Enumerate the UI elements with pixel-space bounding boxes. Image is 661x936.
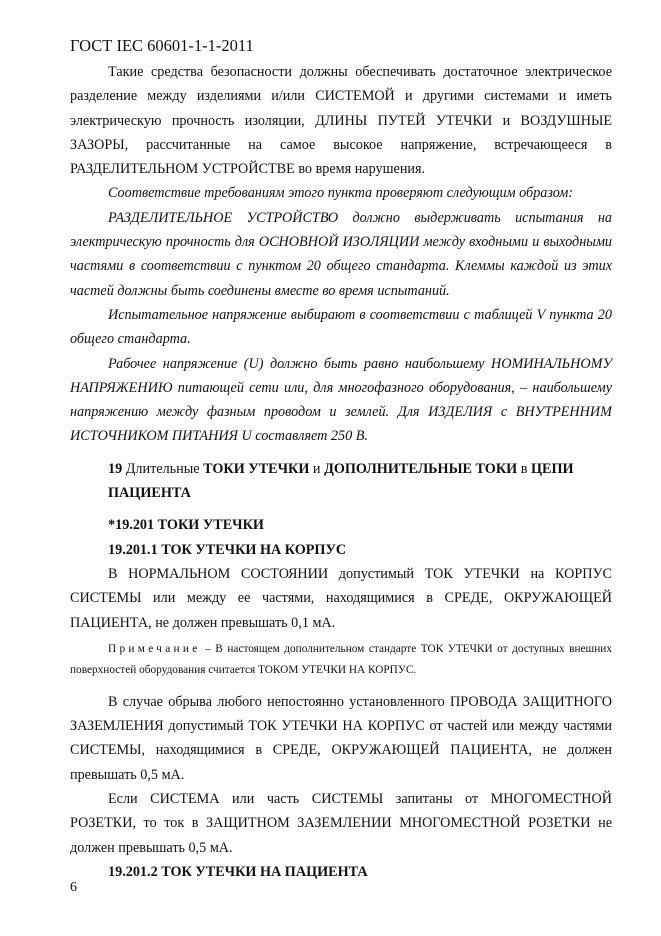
section-heading-19: 19 Длительные ТОКИ УТЕЧКИ и ДОПОЛНИТЕЛЬНЫЕ ТОКИ в ЦЕПИ ПАЦИЕНТА bbox=[108, 460, 574, 502]
paragraph-safety-means: Такие средства безопасности должны обеспечивать достаточное электрическое разделение между изделиями и/или СИСТЕМОЙ и другими системами и иметь электрическую прочность изоляции, ДЛИНЫ ПУТЕЙ УТЕЧКИ и ВОЗДУШНЫЕ ЗАЗОРЫ, рассчитанные на самое высокое напряжение, встречающееся в РАЗДЕЛИТЕЛЬНОМ УСТРОЙСТВЕ во время нарушения. bbox=[70, 64, 612, 178]
section-heading-19-201-1: 19.201.1 ТОК УТЕЧКИ НА КОРПУС bbox=[108, 541, 347, 558]
note-text: – В настоящем дополнительном стандарте ТОК УТЕЧКИ от доступных внешних поверхностей оборудования считается ТОКОМ УТЕЧКИ НА КОРПУС. bbox=[70, 642, 612, 676]
page-number: 6 bbox=[70, 880, 77, 895]
paragraph-multiple-socket-outlet: Если СИСТЕМА или часть СИСТЕМЫ запитаны от МНОГОМЕСТНОЙ РОЗЕТКИ, то ток в ЗАЩИТНОМ ЗАЗЕМЛЕНИИ МНОГОМЕСТНОЙ РОЗЕТКИ не должен превышать 0,5 мА. bbox=[70, 791, 612, 856]
section-heading-19-201: *19.201 ТОКИ УТЕЧКИ bbox=[108, 517, 264, 534]
section-heading-19-201-2: 19.201.2 ТОК УТЕЧКИ НА ПАЦИЕНТА bbox=[108, 863, 368, 880]
note bbox=[70, 639, 612, 681]
page-content bbox=[70, 60, 612, 884]
paragraph-enclosure-leakage-fault: В случае обрыва любого непостоянно установленного ПРОВОДА ЗАЩИТНОГО ЗАЗЕМЛЕНИЯ допустимый ТОК УТЕЧКИ НА КОРПУС от частей или между частями СИСТЕМЫ, находящимися в СРЕДЕ, ОКРУЖАЮЩЕЙ ПАЦИЕНТА, не должен превышать 0,5 мА. bbox=[70, 693, 612, 783]
paragraph-working-voltage: Рабочее напряжение (U) должно быть равно наибольшему НОМИНАЛЬНОМУ НАПРЯЖЕНИЮ питающей сети или, для многофазного оборудования, – наибольшему напряжению между фазным проводом и землей. Для ИЗДЕЛИЯ с ВНУТРЕННИМ ИСТОЧНИКОМ ПИТАНИЯ U составляет 250 В. bbox=[70, 355, 612, 445]
paragraph-test-voltage: Испытательное напряжение выбирают в соответствии с таблицей V пункта 20 общего стандарта. bbox=[70, 306, 612, 348]
paragraph-separation-device-test: РАЗДЕЛИТЕЛЬНОЕ УСТРОЙСТВО должно выдерживать испытания на электрическую прочность для ОСНОВНОЙ ИЗОЛЯЦИИ между входными и выходными частями в соответствии с пунктом 20 общего стандарта. Клеммы каждой из этих частей должны быть соединены вместе во время испытаний. bbox=[70, 209, 612, 299]
paragraph-compliance-check: Соответствие требованиям этого пункта проверяют следующим образом: bbox=[108, 185, 574, 202]
document-header: ГОСТ IEC 60601-1-1-2011 bbox=[70, 36, 254, 55]
note-label: Примечание bbox=[108, 642, 201, 655]
paragraph-enclosure-leakage-normal: В НОРМАЛЬНОМ СОСТОЯНИИ допустимый ТОК УТЕЧКИ на КОРПУС СИСТЕМЫ или между ее частями, находящимися в СРЕДЕ, ОКРУЖАЮЩЕЙ ПАЦИЕНТА, не должен превышать 0,1 мА. bbox=[70, 565, 612, 631]
